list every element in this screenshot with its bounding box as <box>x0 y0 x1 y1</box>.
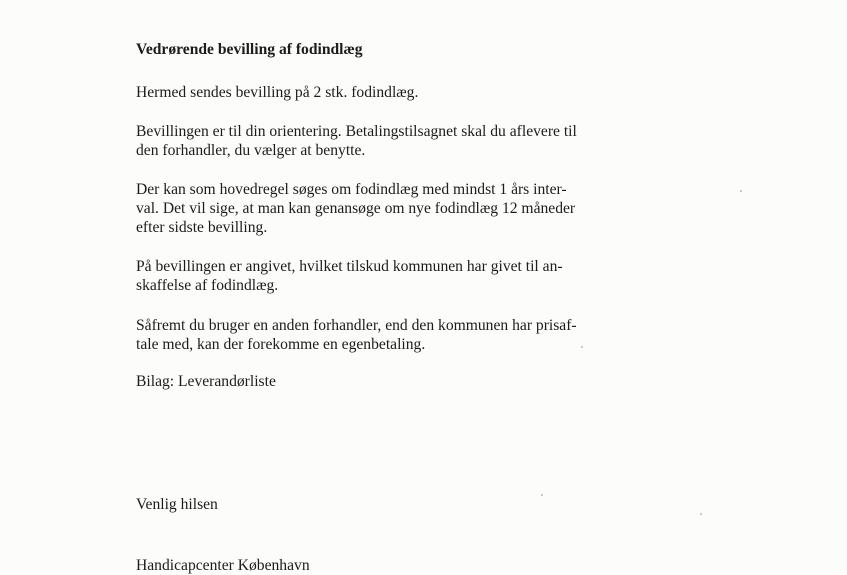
paragraph-line: På bevillingen er angivet, hvilket tilskud kommunen har givet til an- <box>136 258 563 275</box>
paragraph-line: skaffelse af fodindlæg. <box>136 277 279 294</box>
paragraph-shipment <box>136 83 616 102</box>
letter-subject: Vedrørende bevilling af fodindlæg <box>136 41 363 58</box>
paragraph-interval <box>136 180 616 237</box>
paragraph-line: Der kan som hovedregel søges om fodindlæg med mindst 1 års inter- <box>136 181 567 198</box>
scan-speck <box>581 346 583 348</box>
paragraph-line: den forhandler, du vælger at benytte. <box>136 142 366 159</box>
paragraph-line: val. Det vil sige, at man kan genansøge om nye fodindlæg 12 måneder <box>136 200 576 217</box>
paragraph-subsidy <box>136 257 616 295</box>
paragraph-line: Såfremt du bruger en anden forhandler, end den kommunen har prisaf- <box>136 317 577 334</box>
closing-greeting: Venlig hilsen <box>136 496 218 513</box>
scan-speck <box>700 513 702 515</box>
paragraph-copayment <box>136 316 616 354</box>
paragraph-orientation <box>136 122 616 160</box>
paragraph-line: tale med, kan der forekomme en egenbetaling. <box>136 336 426 353</box>
sender-name: Handicapcenter København <box>136 557 310 574</box>
paragraph-line: Bevillingen er til din orientering. Betalingstilsagnet skal du aflevere til <box>136 123 577 140</box>
paragraph-line: Hermed sendes bevilling på 2 stk. fodindlæg. <box>136 84 419 101</box>
scan-speck <box>740 190 742 192</box>
paragraph-line: efter sidste bevilling. <box>136 219 268 236</box>
scan-speck <box>541 494 543 496</box>
attachment-note: Bilag: Leverandørliste <box>136 373 276 390</box>
